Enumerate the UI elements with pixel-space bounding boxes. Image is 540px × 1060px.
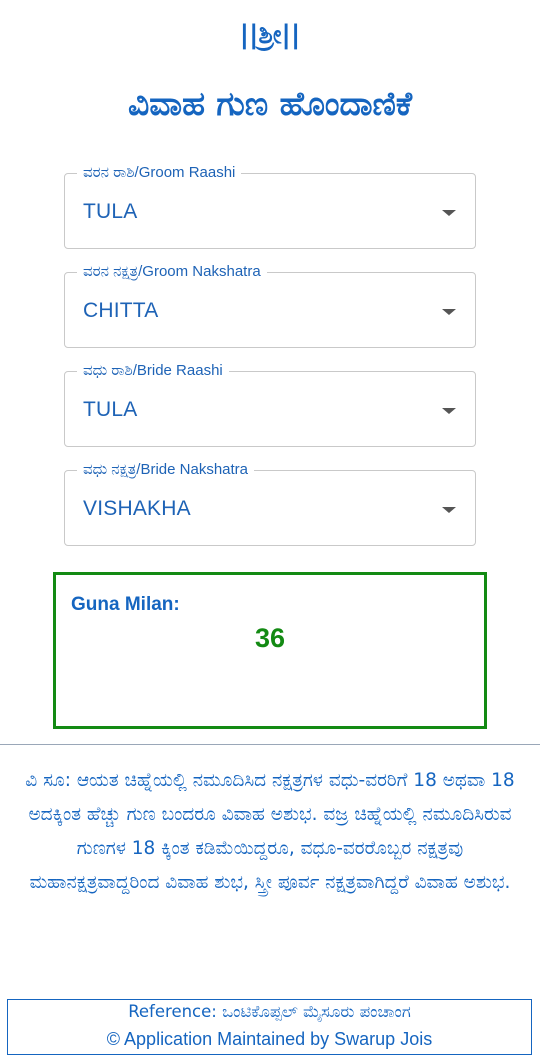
page-title: ವಿವಾಹ ಗುಣ ಹೊಂದಾಣಿಕೆ [127,84,413,123]
bride-raashi-label: ವಧು ರಾಶಿ/Bride Raashi [77,362,229,379]
footer-reference: Reference: ಒಂಟಿಕೊಪ್ಪಲ್ ಮೈಸೂರು ಪಂಚಾಂಗ [128,1002,411,1021]
dropdown-arrow-icon [442,408,456,414]
groom-raashi-select[interactable] [64,164,476,249]
groom-nakshatra-select[interactable] [64,263,476,348]
dropdown-arrow-icon [442,210,456,216]
groom-raashi-value: TULA [83,200,138,223]
footer-box [7,999,532,1055]
bride-raashi-value: TULA [83,398,138,421]
guna-milan-result-box [53,572,487,729]
footer-maintained-by: © Application Maintained by Swarup Jois [106,1029,433,1049]
bride-nakshatra-select[interactable] [64,461,476,546]
guna-milan-score: 36 [254,623,286,653]
guna-milan-label: Guna Milan: [71,594,180,615]
dropdown-arrow-icon [442,309,456,315]
groom-nakshatra-value: CHITTA [83,299,159,322]
bride-raashi-select[interactable] [64,362,476,447]
section-divider [0,744,540,745]
shri-header: ||ಶ್ರೀ|| [239,20,301,50]
groom-nakshatra-label: ವರನ ನಕ್ಷತ್ರ/Groom Nakshatra [77,263,267,280]
bride-nakshatra-label: ವಧು ನಕ್ಷತ್ರ/Bride Nakshatra [77,461,254,478]
dropdown-arrow-icon [442,507,456,513]
groom-raashi-label: ವರನ ರಾಶಿ/Groom Raashi [77,164,241,181]
note-text: ವಿ ಸೂ: ಆಯತ ಚಿಹ್ನೆಯಲ್ಲಿ ನಮೂದಿಸಿದ ನಕ್ಷತ್ರಗಳ ವಧು-ವರರಿಗೆ 18 ಅಥವಾ 18 ಅದಕ್ಕಿಂತ ಹೆಚ್ಚು ಗುಣ ಬಂದರೂ ವಿವಾಹ ಅಶುಭ. ವಜ್ರ ಚಿಹ್ನೆಯಲ್ಲಿ ನಮೂದಿಸಿರುವ ಗುಣಗಳ 18 ಕ್ಕಿಂತ ಕಡಿಮೆಯಿದ್ದರೂ, ವಧೂ-ವರರೊಬ್ಬರ ನಕ್ಷತ್ರವು ಮಹಾನಕ್ಷತ್ರವಾದ್ದರಿಂದ ವಿವಾಹ ಶುಭ, ಸ್ತ್ರೀ ಪೂರ್ವ ನಕ್ಷತ್ರವಾಗಿದ್ದರೆ ವಿವಾಹ ಅಶುಭ. [25,770,515,893]
bride-nakshatra-value: VISHAKHA [83,497,191,520]
